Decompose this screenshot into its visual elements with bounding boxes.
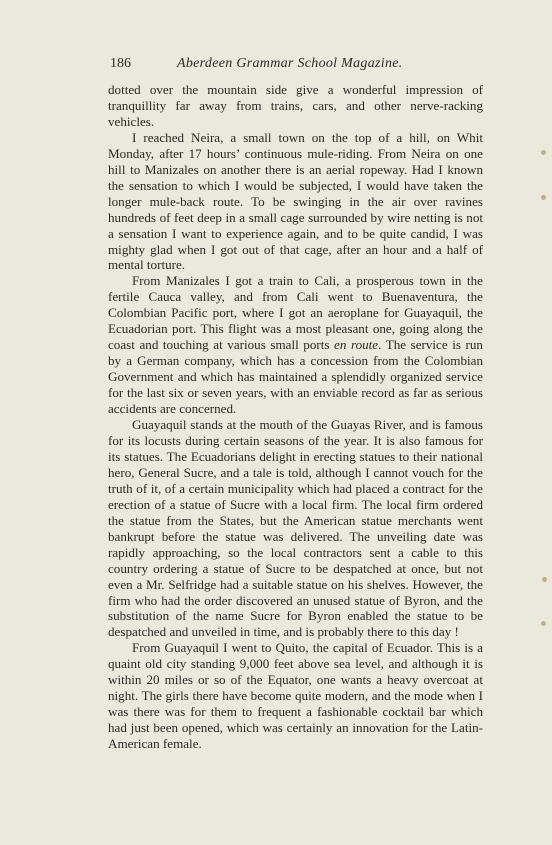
paragraph xyxy=(108,417,483,640)
paragraph xyxy=(108,82,483,130)
paragraph-text: I reached Neira, a small town on the top of a hill, on Whit Monday, after 17 hours’ continuous mule-riding. From Neira on one hill to Manizales on another there is an aerial ropeway. Had I known the sensation to which I would be subjected, I would have taken the longer mule-back route. To be swinging in the air over ravines hundreds of feet deep in a small cage surrounded by wire netting is not a sensation I want to experience again, and to be quite candid, I was mighty glad when I got out of that cage, after an hour and a half of mental torture. xyxy=(108,129,483,273)
running-title: Aberdeen Grammar School Magazine. xyxy=(177,56,403,71)
paragraph-text: From Manizales I got a train to Cali, a prosperous town in the fertile Cauca valley, and from Cali went to Buenaventura, the Colombian Pacific port, where I got an aeroplane for Guayaquil, the Ecuadorian port. This flight was a most pleasant one, going along the coast and touching at various small ports xyxy=(108,273,483,353)
margin-mark xyxy=(541,621,546,626)
italic-phrase: en route xyxy=(334,337,379,353)
paragraph xyxy=(108,640,483,752)
page-number: 186 xyxy=(110,56,131,71)
margin-mark xyxy=(541,150,546,155)
paragraph xyxy=(108,130,483,274)
paragraph-text: . The service is run by a German company, which has a concession from the Colombian Government and which has maintained a splendidly organized service for the last six or seven years, with an enviable record as far as serious accidents are concerned. xyxy=(108,337,483,417)
page-header xyxy=(108,56,488,74)
paragraph-text: Guayaquil stands at the mouth of the Guayas River, and is famous for its locusts during certain seasons of the year. It is also famous for its statues. The Ecuadorians delight in erecting statues to their national hero, General Sucre, and a tale is told, although I cannot vouch for the truth of it, of a certain municipality which had placed a contract for the erection of a statue of Sucre with a local firm. The local firm ordered the statue from the States, but the American statue merchants went bankrupt before the statue was delivered. The unveiling date was rapidly approaching, so the local contractors sent a cable to this country ordering a statue of Sucre to be despatched at once, but not even a Mr. Selfridge had a suitable statue on his shelves. However, the firm who had the order discovered an unused statue of Byron, and the substitution of the name Sucre for Byron enabled the statue to be despatched and unveiled in time, and is probably there to this day ! xyxy=(108,417,483,640)
paragraph-text: From Guayaquil I went to Quito, the capital of Ecuador. This is a quaint old city standing 9,000 feet above sea level, and although it is within 20 miles or so of the Equator, one wants a heavy overcoat at night. The girls there have become quite modern, and the mode when I was there was for them to frequent a fashionable cocktail bar which had just been opened, which was certainly an innovation for the Latin-American female. xyxy=(108,640,483,752)
margin-mark xyxy=(541,195,546,200)
paragraph-text: dotted over the mountain side give a wonderful impression of tranquillity far away from trains, cars, and other nerve-racking vehicles. xyxy=(108,82,483,129)
paragraph xyxy=(108,273,483,417)
margin-mark xyxy=(542,577,547,582)
article-body xyxy=(108,82,483,752)
